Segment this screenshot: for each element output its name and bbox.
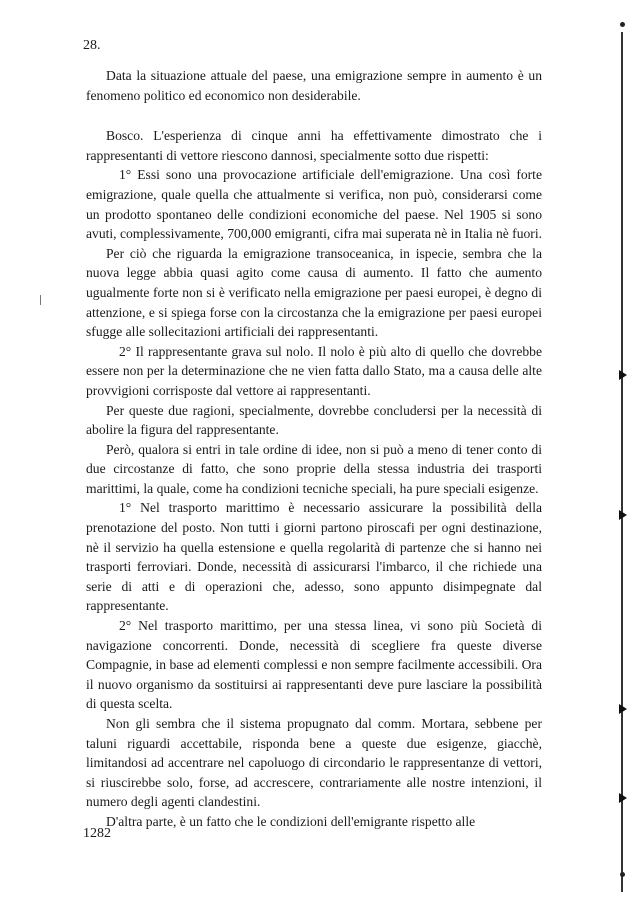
paragraph: Non gli sembra che il sistema propugnato dal comm. Mortara, sebbene per taluni riguardi accettabile, risponda bene a queste due esigenze, giacchè, limitandosi ad accentrare nel capoluogo di circondario le rappresentanze di vettori, si riuscirebbe solo, forse, ad accrescere, contrariamente alle nostre intenzioni, il numero degli agenti clandestini.: [86, 716, 542, 810]
edge-dot-icon: [620, 872, 625, 877]
edge-arrow-icon: [619, 370, 627, 380]
margin-mark: [40, 295, 41, 305]
paragraph: Data la situazione attuale del paese, una emigrazione sempre in aumento è un fenomeno politico ed economico non desiderabile.: [86, 68, 542, 103]
edge-arrow-icon: [619, 793, 627, 803]
edge-arrow-icon: [619, 510, 627, 520]
footer-number: 1282: [83, 826, 111, 841]
paragraph: Però, qualora si entri in tale ordine di idee, non si può a meno di tener conto di due circostanze di fatto, che sono proprie della stessa industria dei trasporti marittimi, la quale, come ha condizioni tecniche speciali, ha pure speciali esigenze.: [86, 441, 542, 496]
paragraph: D'altra parte, è un fatto che le condizioni dell'emigrante rispetto alle: [106, 813, 476, 829]
paragraph: Per ciò che riguarda la emigrazione transoceanica, in ispecie, sembra che la nuova legge abbia quasi agito come causa di aumento. Il fatto che aumento ugualmente forte non si è verificato nella emigrazione per paesi europei, è degno di attenzione, e si spiega forse con la circostanza che la emigrazione per paesi europei sfugge alle sollecitazioni artificiali dei rappresentanti.: [86, 245, 542, 340]
paragraph: Per queste due ragioni, specialmente, dovrebbe concludersi per la necessità di abolire la figura del rappresentante.: [86, 402, 542, 438]
edge-dot-icon: [620, 22, 625, 27]
paragraph: 1° Essi sono una provocazione artificiale dell'emigrazione. Una così forte emigrazione, quale quella che attualmente si verifica, non può, considerarsi come un prodotto spontaneo delle condizioni economiche del paese. Nel 1905 si sono avuti, complessivamente, 700,000 emigranti, cifra mai superata nè in Italia nè fuori.: [86, 167, 542, 242]
edge-arrow-icon: [619, 704, 627, 714]
paragraph: Bosco. L'esperienza di cinque anni ha effettivamente dimostrato che i rappresentanti di vettore riescono dannosi, specialmente sotto due rispetti:: [86, 128, 542, 163]
page-number: 28.: [83, 38, 101, 53]
body-text: [86, 66, 542, 832]
paragraph: 1° Nel trasporto marittimo è necessario assicurare la possibilità della prenotazione del posto. Non tutti i giorni partono piroscafi per ogni destinazione, nè il servizio ha quella estensione e quella regolarità di partenze che si hanno nei trasporti ferroviari. Donde, necessità di assicurarsi l'imbarco, il che richiede una serie di atti e di operazioni che, adesso, sono appunto disimpegnate dal rappresentante.: [86, 500, 542, 614]
paragraph: 2° Il rappresentante grava sul nolo. Il nolo è più alto di quello che dovrebbe essere non per la determinazione che ne vien fatta dallo Stato, ma a causa delle alte provvigioni corrisposte dal vettore ai rappresentanti.: [86, 343, 542, 398]
paragraph: 2° Nel trasporto marittimo, per una stessa linea, vi sono più Società di navigazione concorrenti. Donde, necessità di scegliere fra queste diverse Compagnie, in base ad elementi complessi e non sempre facilmente accessibili. Ora il nuovo organismo da sostituirsi ai rappresentanti deve pure lasciare la possibilità di questa scelta.: [86, 618, 542, 712]
page-edge-line: [621, 32, 623, 892]
